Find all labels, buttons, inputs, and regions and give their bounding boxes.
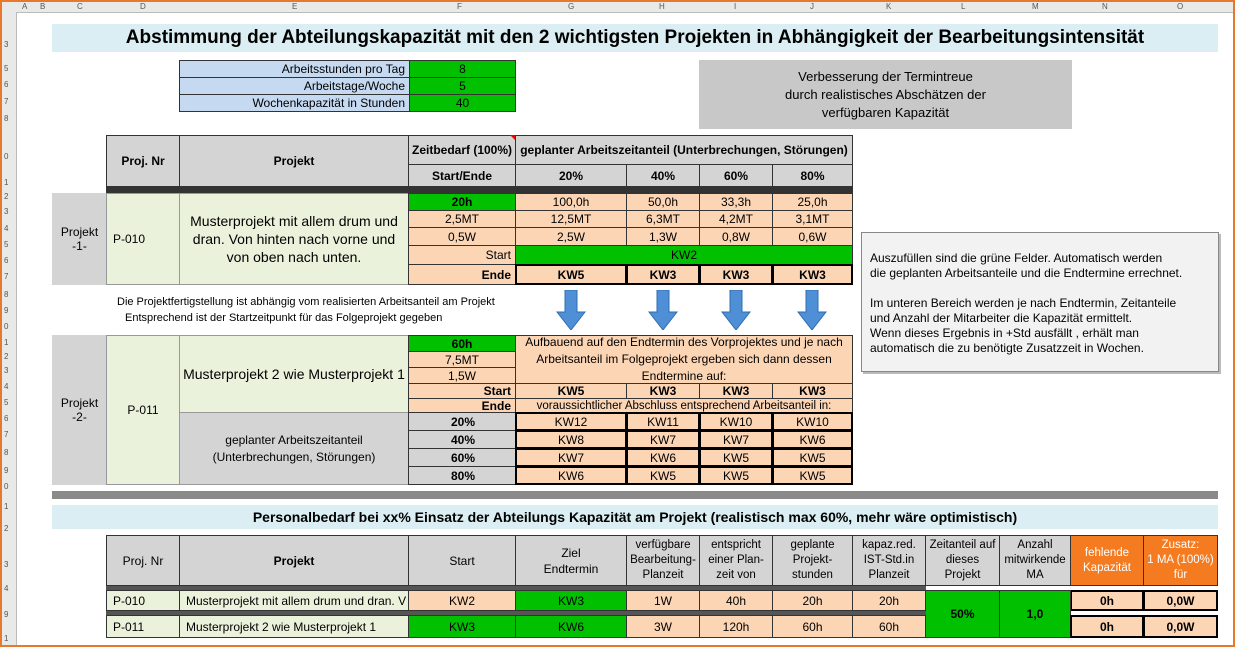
row-header[interactable]: 8: [4, 114, 9, 123]
p2-hours[interactable]: 60h: [408, 335, 516, 352]
col-header[interactable]: H: [659, 2, 665, 11]
p2-start-40[interactable]: KW3: [626, 383, 700, 399]
p1-ende-label: Ende: [408, 264, 516, 285]
p1-hours[interactable]: 20h: [408, 193, 516, 211]
row-header[interactable]: 3: [4, 560, 9, 569]
row-header[interactable]: 7: [4, 272, 9, 281]
t2-header: Start: [408, 535, 516, 586]
t2-header-zusatz: Zusatz: 1 MA (100%) für: [1143, 535, 1218, 586]
row-header[interactable]: 0: [4, 482, 9, 491]
p1-cell[interactable]: 2,5W: [515, 227, 627, 246]
param-value-hours[interactable]: 8: [410, 61, 515, 78]
p1-ende-60[interactable]: KW3: [699, 264, 773, 285]
p1-start-value[interactable]: KW2: [515, 245, 853, 265]
t2-row1-cell[interactable]: 20h: [772, 590, 853, 611]
info-box: Auszufüllen sind die grüne Felder. Automatisch werden die geplanten Arbeitsanteile und die Endtermine errechnet. Im unteren Bereich werden je nach Endtermin, Zeitanteile und Anzahl der Mitarbeiter die Kapazität ermittelt. Wenn dieses Ergebnis in +Std ausfällt , erhält man automatisch die zu benötigte Zusatzzeit in Wochen.: [861, 232, 1219, 372]
row-header[interactable]: 7: [4, 97, 9, 106]
t2-header: kapaz.red. IST-Std.in Planzeit: [852, 535, 926, 586]
row-header[interactable]: 1: [4, 338, 9, 347]
page-title: Abstimmung der Abteilungskapazität mit den 2 wichtigsten Projekten in Abhängigkeit der Bearbeitungsintensität: [52, 24, 1218, 52]
col-header[interactable]: G: [568, 2, 575, 11]
t2-row2-cell[interactable]: 3W: [626, 615, 700, 638]
p1-cell[interactable]: 0,5W: [408, 227, 516, 246]
p1-cell[interactable]: 33,3h: [699, 193, 773, 211]
p1-ende-20[interactable]: KW5: [515, 264, 627, 285]
project-1-label: Projekt -1-: [52, 193, 107, 285]
row-header[interactable]: 8: [4, 290, 9, 299]
row-header[interactable]: 2: [4, 524, 9, 533]
row-header[interactable]: 2: [4, 352, 9, 361]
p2-matrix-cell[interactable]: KW8: [515, 430, 627, 449]
row-header[interactable]: 5: [4, 240, 9, 249]
p2-matrix-cell[interactable]: KW10: [699, 412, 773, 431]
t2-header: Ziel Endtermin: [515, 535, 627, 586]
col-header[interactable]: L: [961, 2, 966, 11]
p2-matrix-cell[interactable]: KW5: [772, 448, 853, 467]
note-box: Verbesserung der Termintreue durch realistisches Abschätzen der verfügbaren Kapazität: [699, 60, 1072, 129]
arrow-down-icon: [648, 290, 678, 330]
project-2-label: Projekt -2-: [52, 335, 107, 485]
col-header[interactable]: J: [810, 2, 814, 11]
p2-start-60[interactable]: KW3: [699, 383, 773, 399]
p2-matrix-pct: 20%: [408, 412, 516, 431]
t2-row1-zusatz[interactable]: 0,0W: [1143, 590, 1218, 611]
project-1-nr[interactable]: P-010: [106, 193, 180, 285]
arrow-down-icon: [721, 290, 751, 330]
col-header[interactable]: A: [22, 2, 28, 11]
t2-row2-cell[interactable]: 60h: [852, 615, 926, 638]
t2-header-fehlende: fehlende Kapazität: [1070, 535, 1144, 586]
p2-matrix-cell[interactable]: KW5: [626, 466, 700, 485]
column-header-bar: [2, 2, 1233, 13]
row-header[interactable]: 2: [4, 192, 9, 201]
t2-anzahl-ma[interactable]: 1,0: [999, 590, 1071, 638]
p2-matrix-cell[interactable]: KW5: [699, 466, 773, 485]
t2-row2-cell[interactable]: 120h: [699, 615, 773, 638]
p2-matrix-cell[interactable]: KW5: [772, 466, 853, 485]
p1-start-label: Start: [408, 245, 516, 265]
t2-row2-projekt[interactable]: Musterprojekt 2 wie Musterprojekt 1: [179, 615, 409, 638]
p2-matrix-cell[interactable]: KW7: [626, 430, 700, 449]
t2-header: verfügbare Bearbeitung- Planzeit: [626, 535, 700, 586]
col-header[interactable]: N: [1102, 2, 1108, 11]
p2-ende-label: Ende: [408, 398, 516, 413]
t2-row1-cell[interactable]: 1W: [626, 590, 700, 611]
row-header[interactable]: 0: [4, 152, 9, 161]
p1-cell[interactable]: 100,0h: [515, 193, 627, 211]
p1-cell[interactable]: 2,5MT: [408, 210, 516, 228]
t2-row1-fehlende[interactable]: 0h: [1070, 590, 1144, 611]
p2-ende-text: voraussichtlicher Abschluss entsprechend Arbeitsanteil in:: [515, 398, 853, 413]
row-header[interactable]: 6: [4, 414, 9, 423]
row-header[interactable]: 1: [4, 178, 9, 187]
t2-header: geplante Projekt- stunden: [772, 535, 853, 586]
p2-matrix-cell[interactable]: KW12: [515, 412, 627, 431]
param-value-days[interactable]: 5: [410, 78, 515, 95]
p2-start-label: Start: [408, 383, 516, 399]
row-header[interactable]: 9: [4, 610, 9, 619]
p1-cell[interactable]: 3,1MT: [772, 210, 853, 228]
t2-row1-cell[interactable]: 20h: [852, 590, 926, 611]
header-pct-40: 40%: [626, 164, 700, 187]
p1-cell[interactable]: 4,2MT: [699, 210, 773, 228]
col-header[interactable]: F: [457, 2, 462, 11]
col-header[interactable]: D: [140, 2, 146, 11]
header-pct-20: 20%: [515, 164, 627, 187]
p2-matrix-cell[interactable]: KW5: [699, 448, 773, 467]
section-divider: [52, 491, 1218, 499]
project-2-name[interactable]: Musterprojekt 2 wie Musterprojekt 1: [179, 335, 409, 413]
row-header[interactable]: 4: [4, 382, 9, 391]
p2-start-20[interactable]: KW5: [515, 383, 627, 399]
p2-matrix-cell[interactable]: KW6: [515, 466, 627, 485]
col-header[interactable]: K: [886, 2, 892, 11]
project-2-nr[interactable]: P-011: [106, 335, 180, 485]
t2-header: Projekt: [179, 535, 409, 586]
t2-row2-fehlende[interactable]: 0h: [1070, 615, 1144, 638]
col-header[interactable]: I: [734, 2, 737, 11]
p1-cell[interactable]: 50,0h: [626, 193, 700, 211]
note-line-1: Die Projektfertigstellung ist abhängig vom realisierten Arbeitsanteil am Projekt: [117, 296, 495, 308]
p2-description: Aufbauend auf den Endtermin des Vorprojektes und je nach Arbeitsanteil im Folgeprojekt ergeben sich dann dessen Endtermine auf:: [515, 335, 853, 384]
header-proj-nr: Proj. Nr: [106, 135, 180, 187]
t2-header: Zeitanteil auf dieses Projekt: [925, 535, 1000, 586]
t2-zeitanteil[interactable]: 50%: [925, 590, 1000, 638]
row-header[interactable]: 9: [4, 466, 9, 475]
param-label-capacity: Wochenkapazität in Stunden: [180, 95, 410, 111]
row-header[interactable]: 3: [4, 366, 9, 375]
col-header[interactable]: M: [1032, 2, 1039, 11]
t2-row2-zusatz[interactable]: 0,0W: [1143, 615, 1218, 638]
header-geplant: geplanter Arbeitszeitanteil (Unterbrechungen, Störungen): [515, 135, 853, 165]
row-header-bar: [2, 12, 17, 645]
row-header[interactable]: 5: [4, 398, 9, 407]
p1-cell[interactable]: 0,6W: [772, 227, 853, 246]
p1-cell[interactable]: 12,5MT: [515, 210, 627, 228]
row-header[interactable]: 6: [4, 80, 9, 89]
col-header[interactable]: O: [1177, 2, 1184, 11]
p2-matrix-cell[interactable]: KW11: [626, 412, 700, 431]
section2-title: Personalbedarf bei xx% Einsatz der Abteilungs Kapazität am Projekt (realistisch max 60%, mehr wäre optimistisch): [52, 505, 1218, 529]
p2-matrix-cell[interactable]: KW6: [626, 448, 700, 467]
row-header[interactable]: 7: [4, 430, 9, 439]
header-startende: Start/Ende: [408, 164, 516, 187]
t2-header: entspricht einer Plan- zeit von: [699, 535, 773, 586]
note-line-2: Entsprechend ist der Startzeitpunkt für das Folgeprojekt gegeben: [125, 312, 443, 324]
row-header[interactable]: 1: [4, 634, 9, 643]
t2-row1-cell[interactable]: 40h: [699, 590, 773, 611]
col-header[interactable]: C: [77, 2, 83, 11]
p2-cell[interactable]: 1,5W: [408, 367, 516, 384]
p2-cell[interactable]: 7,5MT: [408, 351, 516, 368]
col-header[interactable]: B: [40, 2, 46, 11]
p1-cell[interactable]: 0,8W: [699, 227, 773, 246]
t2-row1-start[interactable]: KW2: [408, 590, 516, 611]
row-header[interactable]: 3: [4, 40, 9, 49]
row-header[interactable]: 5: [4, 64, 9, 73]
p2-start-80[interactable]: KW3: [772, 383, 853, 399]
t2-row2-ziel[interactable]: KW6: [515, 615, 627, 638]
t2-row1-projekt[interactable]: Musterprojekt mit allem drum und dran. V: [179, 590, 409, 611]
p2-matrix-pct: 80%: [408, 466, 516, 485]
param-label-hours: Arbeitsstunden pro Tag: [180, 61, 410, 78]
p1-cell[interactable]: 25,0h: [772, 193, 853, 211]
project-1-name[interactable]: Musterprojekt mit allem drum und dran. Von hinten nach vorne und von oben nach unten.: [179, 193, 409, 285]
params-table: [179, 60, 516, 112]
param-value-capacity[interactable]: 40: [410, 95, 515, 111]
p2-geplant-label: geplanter Arbeitszeitanteil (Unterbrechungen, Störungen): [179, 412, 409, 485]
row-header[interactable]: 1: [4, 502, 9, 511]
row-header[interactable]: 8: [4, 448, 9, 457]
header-projekt: Projekt: [179, 135, 409, 187]
t2-row2-nr[interactable]: P-011: [106, 615, 180, 638]
t2-row2-cell[interactable]: 60h: [772, 615, 853, 638]
header-zeitbedarf: Zeitbedarf (100%): [408, 135, 516, 165]
arrow-down-icon: [556, 290, 586, 330]
header-pct-60: 60%: [699, 164, 773, 187]
p2-matrix-cell[interactable]: KW10: [772, 412, 853, 431]
p1-cell[interactable]: 1,3W: [626, 227, 700, 246]
p1-ende-40[interactable]: KW3: [626, 264, 700, 285]
row-header[interactable]: 4: [4, 584, 9, 593]
p2-matrix-cell[interactable]: KW7: [699, 430, 773, 449]
col-header[interactable]: E: [292, 2, 298, 11]
t2-header: Anzahl mitwirkende MA: [999, 535, 1071, 586]
param-label-days: Arbeitstage/Woche: [180, 78, 410, 95]
row-header[interactable]: 6: [4, 256, 9, 265]
p2-matrix-cell[interactable]: KW6: [772, 430, 853, 449]
p2-matrix-pct: 60%: [408, 448, 516, 467]
t2-row1-ziel[interactable]: KW3: [515, 590, 627, 611]
row-header[interactable]: 9: [4, 306, 9, 315]
t2-row2-start[interactable]: KW3: [408, 615, 516, 638]
p2-matrix-pct: 40%: [408, 430, 516, 449]
p1-cell[interactable]: 6,3MT: [626, 210, 700, 228]
header-pct-80: 80%: [772, 164, 853, 187]
arrow-down-icon: [797, 290, 827, 330]
row-header[interactable]: 0: [4, 322, 9, 331]
t2-row1-nr[interactable]: P-010: [106, 590, 180, 611]
t2-header: Proj. Nr: [106, 535, 180, 586]
p2-matrix-cell[interactable]: KW7: [515, 448, 627, 467]
row-header[interactable]: 3: [4, 207, 9, 216]
row-header[interactable]: 4: [4, 224, 9, 233]
p1-ende-80[interactable]: KW3: [772, 264, 853, 285]
